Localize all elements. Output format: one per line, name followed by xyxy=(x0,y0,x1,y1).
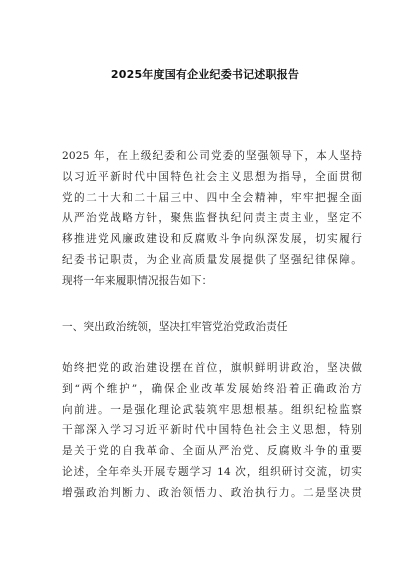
paragraph-line: 论述，全年牵头开展专题学习 14 次，组织研讨交流，切实 xyxy=(62,465,362,478)
intro-paragraph xyxy=(62,146,362,292)
paragraph-line: 增强政治判断力、政治领悟力、政治执行力。二是坚决贯 xyxy=(62,486,362,499)
paragraph-line: 向前进。一是强化理论武装筑牢思想根基。组织纪检监察 xyxy=(62,403,362,416)
paragraph-line: 2025 年，在上级纪委和公司党委的坚强领导下，本人坚持 xyxy=(62,150,362,162)
paragraph-line: 现将一年来履职情况报告如下： xyxy=(62,274,213,287)
section-heading-text: 一、突出政治统领，坚决扛牢管党治党政治责任 xyxy=(62,321,288,333)
section-1-paragraph xyxy=(62,358,362,504)
paragraph-line: 移推进党风廉政建设和反腐败斗争向纵深发展，切实履行 xyxy=(62,233,362,246)
paragraph-line: 纪委书记职责，为企业高质量发展提供了坚强纪律保障。 xyxy=(62,253,362,266)
paragraph-line: 党的二十大和二十届三中、四中全会精神，牢牢把握全面 xyxy=(62,191,362,204)
section-heading-1 xyxy=(62,317,362,338)
paragraph-line: 到“两个维护”，确保企业改革发展始终沿着正确政治方 xyxy=(62,382,362,395)
paragraph-line: 以习近平新时代中国特色社会主义思想为指导，全面贯彻 xyxy=(62,170,362,183)
paragraph-line: 从严治党战略方针，聚焦监督执纪问责主责主业，坚定不 xyxy=(62,212,362,225)
document-title: 2025年度国有企业纪委书记述职报告 xyxy=(110,68,300,81)
paragraph-line: 干部深入学习习近平新时代中国特色社会主义思想，特别 xyxy=(62,424,362,437)
paragraph-line: 是关于党的自我革命、全面从严治党、反腐败斗争的重要 xyxy=(62,445,362,458)
paragraph-line: 始终把党的政治建设摆在首位，旗帜鲜明讲政治，坚决做 xyxy=(62,362,362,374)
